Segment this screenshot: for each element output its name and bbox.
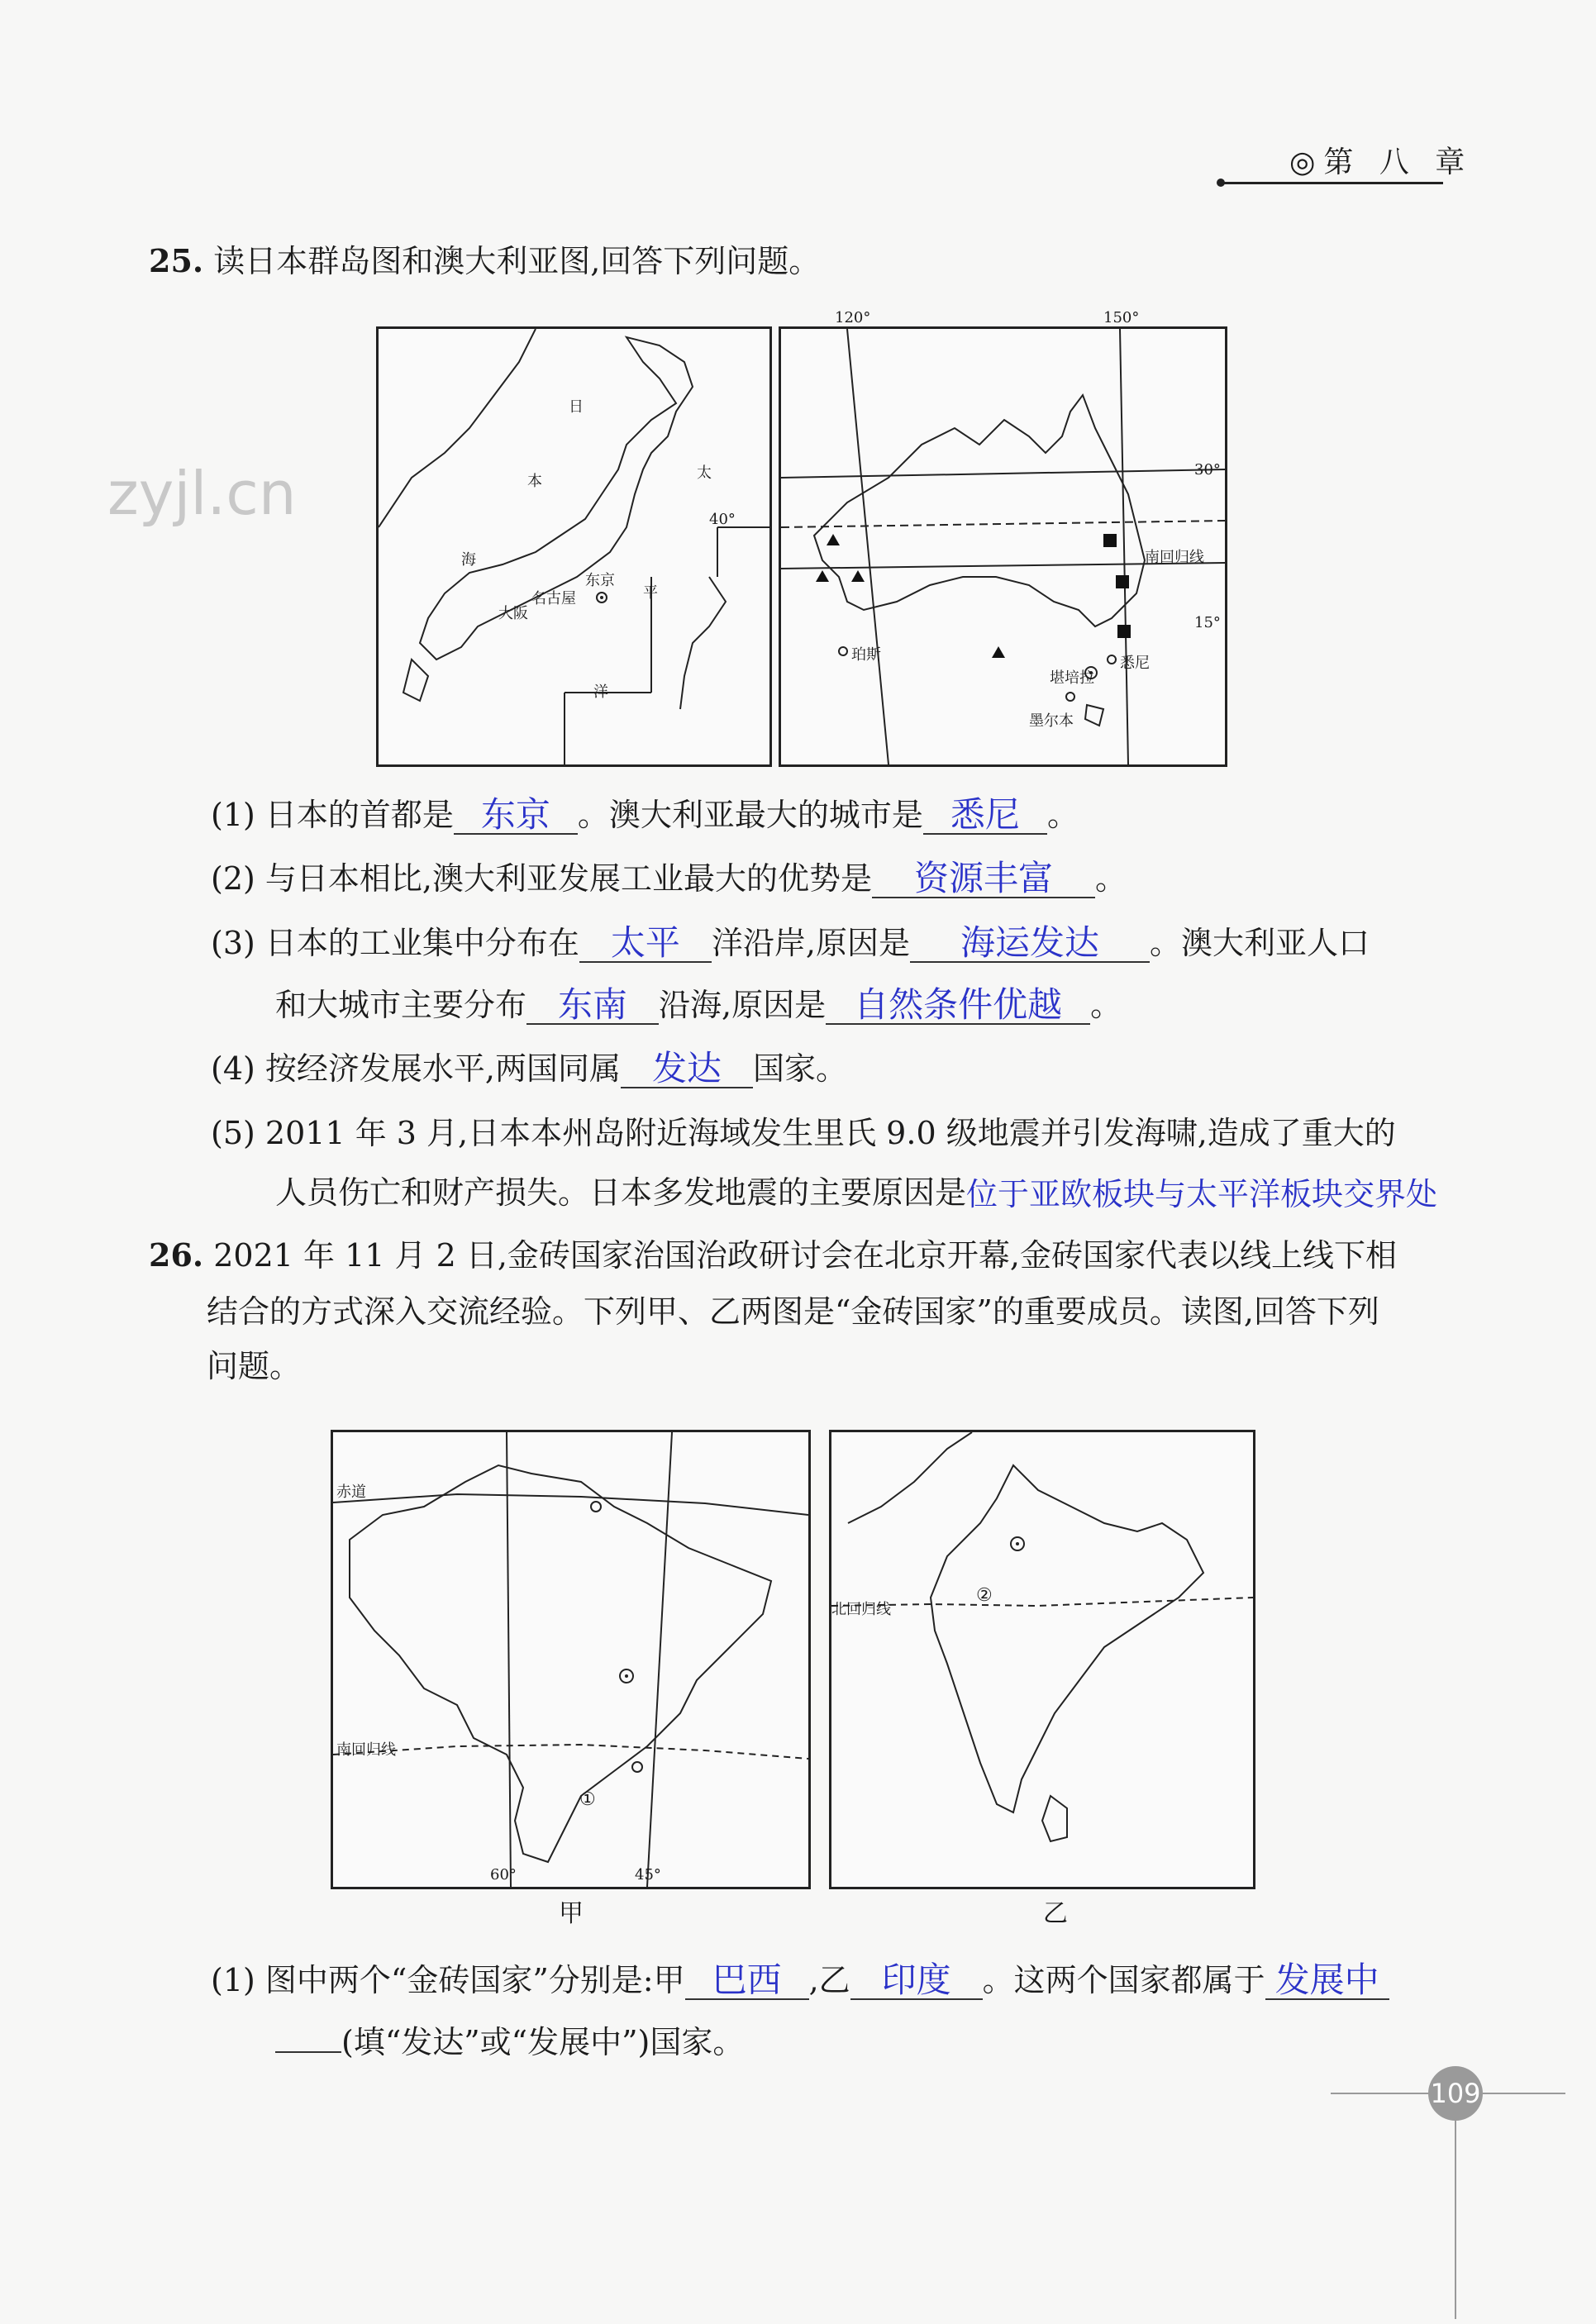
label-150deg: 150°: [1103, 309, 1140, 326]
map-jia-drawing: [333, 1432, 808, 1887]
answer-australia-population-reason: 自然条件优越: [826, 987, 1090, 1025]
q25-sub3-line2: [275, 979, 1122, 1025]
label-marker-1: ①: [579, 1789, 596, 1810]
q26-sub1-text-c: 。这两个国家都属于: [982, 1962, 1265, 1998]
label-marker-2: ②: [976, 1585, 993, 1606]
label-canberra: 堪培拉: [1050, 669, 1094, 687]
perth-marker: [839, 647, 847, 655]
q26-stem-line3: 问题。: [207, 1348, 302, 1384]
q25-sub3-text-b: 洋沿岸,原因是: [711, 925, 911, 961]
page-number-rule-left: [1331, 2093, 1430, 2094]
q25-sub1-text-c: 。: [1046, 797, 1079, 833]
q26-stem-line2: 结合的方式深入交流经验。下列甲、乙两图是“金砖国家”的重要成员。读图,回答下列: [207, 1293, 1379, 1330]
answer-earthquake-reason: 位于亚欧板块与太平洋板块交界处: [966, 1176, 1438, 1212]
answer-japan-industry-ocean: 太平: [579, 925, 712, 963]
answer-development-type: 发展中: [1265, 1962, 1389, 2000]
q26-stem-line1: [149, 1230, 1397, 1275]
label-tropic-cancer: 北回归线: [831, 1601, 891, 1618]
label-60deg: 60°: [490, 1866, 517, 1883]
answer-australia-largest-city: 悉尼: [923, 797, 1047, 835]
label-ping: 平: [643, 584, 658, 602]
q25-sub3-text-f: 。: [1090, 987, 1122, 1023]
q26-sub1-text-a: (1) 图中两个“金砖国家”分别是:甲: [211, 1962, 685, 1998]
q25-stem-line: [149, 236, 820, 281]
q25-number: 25.: [149, 242, 204, 279]
australia-map: [779, 309, 1227, 767]
map-jia: [331, 1430, 811, 1889]
label-sydney: 悉尼: [1120, 655, 1150, 672]
q25-sub4-text-b: 国家。: [753, 1050, 848, 1087]
q25-sub3-text-a: (3) 日本的工业集中分布在: [211, 925, 579, 961]
q26-sub1-text-b: ,乙: [808, 1962, 850, 1998]
label-hai: 海: [461, 551, 476, 569]
answer-australia-advantage: 资源丰富: [872, 860, 1095, 898]
melbourne-marker: [1066, 693, 1074, 701]
label-melbourne: 墨尔本: [1029, 712, 1074, 730]
q25-sub3-text-c: 。澳大利亚人口: [1150, 925, 1370, 961]
chapter-header: ◎第 八 章: [1289, 145, 1474, 179]
q26-stem1: 2021 年 11 月 2 日,金砖国家治国治政研讨会在北京开幕,金砖国家代表以线上线下相: [213, 1237, 1398, 1274]
q25-sub5-line2: [275, 1167, 1437, 1212]
blank-underline: [275, 2051, 341, 2053]
label-equator: 赤道: [336, 1483, 366, 1501]
answer-japan-industry-reason: 海运发达: [910, 925, 1150, 963]
label-tropic-capricorn: 南回归线: [1145, 549, 1204, 566]
label-tropic-capricorn-jia: 南回归线: [336, 1741, 396, 1759]
answer-country-jia: 巴西: [685, 1962, 809, 2000]
map-yi-drawing: [831, 1432, 1253, 1887]
watermark: zyjl.cn: [107, 459, 297, 528]
label-ri: 日: [569, 398, 584, 416]
answer-country-yi: 印度: [850, 1962, 983, 2000]
q25-sub5-line1: (5) 2011 年 3 月,日本本州岛附近海域发生里氏 9.0 级地震并引发海啸,造成了重大的: [211, 1115, 1396, 1151]
japan-map: [376, 326, 772, 767]
label-40deg: 40°: [709, 511, 736, 528]
label-yang: 洋: [593, 683, 608, 701]
q25-sub3-text-e: 沿海,原因是: [659, 987, 827, 1023]
q25-sub4-text-a: (4) 按经济发展水平,两国同属: [211, 1050, 621, 1087]
q26-sub1-line2: [275, 2017, 744, 2062]
caption-yi: 乙: [1043, 1899, 1068, 1928]
q26-sub1-line1: [211, 1955, 1389, 2000]
map-yi: [829, 1430, 1255, 1889]
label-ben: 本: [527, 473, 542, 490]
q25-sub4: [211, 1043, 847, 1088]
label-tokyo: 东京: [585, 572, 615, 589]
answer-development-level: 发达: [621, 1050, 753, 1088]
page-number: 109: [1428, 2066, 1483, 2121]
q25-sub2: [211, 853, 1127, 898]
q25-sub1-text-a: (1) 日本的首都是: [211, 797, 454, 833]
q26-number: 26.: [149, 1236, 204, 1274]
header-rule: [1223, 182, 1443, 184]
q26-sub1-text-d: (填“发达”或“发展中”)国家。: [341, 2024, 745, 2060]
caption-jia: 甲: [559, 1899, 584, 1928]
q25-sub1: [211, 789, 1079, 835]
q25-sub5-text-b: 人员伤亡和财产损失。日本多发地震的主要原因是: [275, 1174, 967, 1211]
page-number-rule-right: [1483, 2093, 1565, 2094]
q25-sub2-text-a: (2) 与日本相比,澳大利亚发展工业最大的优势是: [211, 860, 872, 897]
label-osaka: 大阪: [498, 605, 528, 622]
q25-sub3-text-d: 和大城市主要分布: [275, 987, 527, 1023]
page-number-rule-vertical: [1455, 2121, 1456, 2319]
label-120deg: 120°: [835, 309, 871, 326]
label-tai: 太: [697, 464, 712, 482]
label-perth: 珀斯: [851, 646, 881, 664]
label-45deg: 45°: [635, 1866, 661, 1883]
sydney-marker: [1108, 655, 1116, 664]
q25-sub2-text-b: 。: [1095, 860, 1127, 897]
q25-sub3-line1: [211, 917, 1370, 963]
answer-australia-population-region: 东南: [526, 987, 659, 1025]
label-30deg: 30°: [1194, 461, 1221, 479]
label-15deg: 15°: [1194, 614, 1221, 631]
answer-japan-capital: 东京: [454, 797, 578, 835]
label-nagoya: 名古屋: [531, 590, 576, 607]
q25-sub1-text-b: 。澳大利亚最大的城市是: [577, 797, 923, 833]
q25-stem: 读日本群岛图和澳大利亚图,回答下列问题。: [213, 243, 821, 279]
